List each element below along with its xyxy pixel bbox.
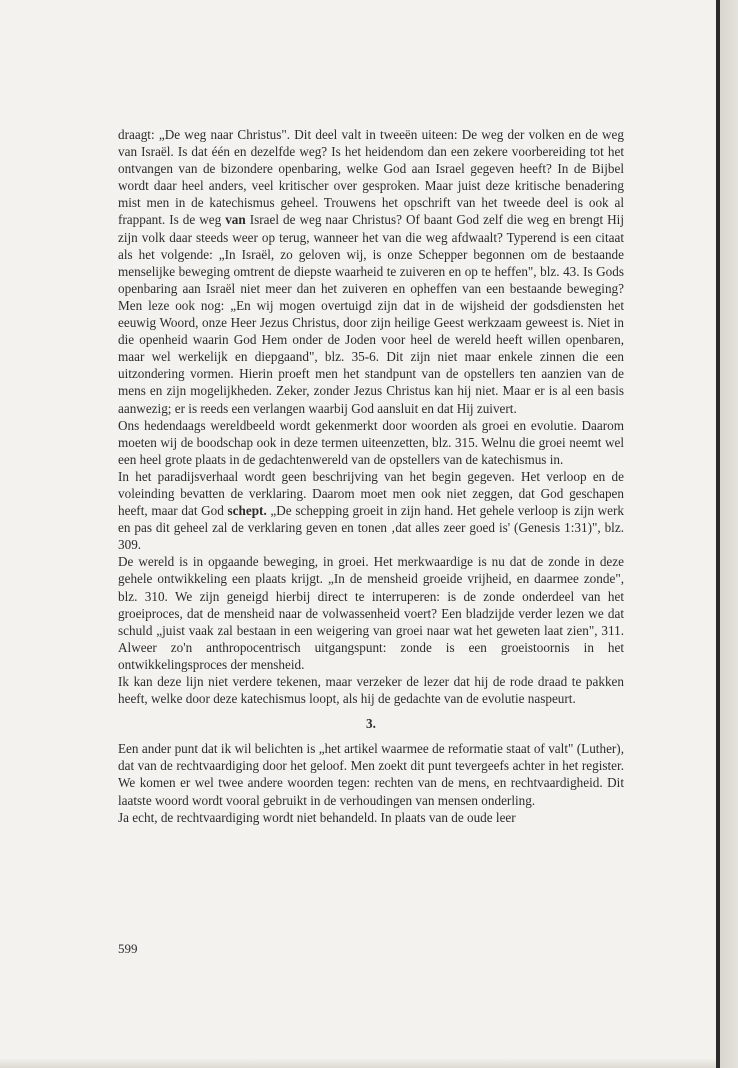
page-bottom-edge [0, 1058, 716, 1068]
paragraph: Ik kan deze lijn niet verdere tekenen, maar verzeker de lezer dat hij de rode draad te pakken heeft, welke door deze katechismus loopt, als hij de gedachte van de evolutie naspeurt. [118, 674, 624, 707]
paragraph-text: In het paradijsverhaal wordt geen beschrijving van het begin gegeven. Het verloop en de voleinding bevatten de verklaring. Daarom moet men ook niet zeggen, dat God geschapen heeft, maar dat God [118, 468, 624, 519]
paragraph [118, 468, 624, 553]
paragraph: Een ander punt dat ik wil belichten is „het artikel waarmee de reformatie staat of valt" (Luther), dat van de rechtvaardiging door het geloof. Men zoekt dit punt tevergeefs achter in het register. We komen er wel twee andere woorden tegen: rechten van de mens, en rechtvaardigheid. Dit laatste woord wordt vooral gebruikt in de verhoudingen van mensen onderling. [118, 741, 624, 808]
emphasis-text: van [225, 212, 246, 228]
emphasis-text: schept. [227, 503, 267, 519]
page-number: 599 [118, 941, 138, 956]
paragraph: De wereld is in opgaande beweging, in groei. Het merkwaardige is nu dat de zonde in deze gehele ontwikkeling een plaats krijgt. „In de mensheid groeide vrijheid, en daarmee zonde", blz. 310. We zijn geneigd hierbij direct te interruperen: is de zonde onderdeel van het groeiproces, dat de mensheid naar de volwassenheid voert? Een bladzijde verder lezen we dat schuld „juist vaak zal bestaan in een weigering van groei naar wat het geweten laat zien", 311. Alweer zo'n anthropocentrisch uitgangspunt: zonde is een groeistoornis in het ontwikkelingsproces der mensheid. [118, 554, 624, 672]
paragraph-text: „De schepping groeit in zijn hand. Het gehele verloop is zijn werk en pas dit geheel zal de verklaring geven en tonen ‚dat alles zeer goed is' (Genesis 1:31)", blz. 309. [118, 503, 624, 553]
paragraph [118, 126, 624, 417]
paragraph-text: draagt: „De weg naar Christus". Dit deel valt in tweeën uiteen: De weg der volken en de weg van Israël. Is dat één en dezelfde weg? Is het heidendom dan een zekere voorbereiding tot het ontvangen van de bizondere openbaring, welke God aan Israel gegeven heeft? In de Bijbel wordt daar heel anders, veel kritischer over gesproken. Maar juist deze kritische benadering mist men in de katechismus geheel. Trouwens het opschrift van het tweede deel is ook al frappant. Is de weg [118, 127, 624, 228]
page-binding-edge [716, 0, 738, 1068]
paragraph: Ja echt, de rechtvaardiging wordt niet behandeld. In plaats van de oude leer [118, 809, 516, 825]
paragraph: Ons hedendaags wereldbeeld wordt gekenmerkt door woorden als groei en evolutie. Daarom moeten wij de boodschap ook in deze termen uiteenzetten, blz. 315. Welnu die groei neemt wel een heel grote plaats in de gedachtenwereld van de opstellers van de katechismus in. [118, 417, 624, 467]
section-heading: 3. [366, 716, 376, 732]
body-text [118, 126, 624, 826]
paragraph-text: Israel de weg naar Christus? Of baant God zelf die weg en brengt Hij zijn volk daar steeds weer op terug, wanneer het van die weg afdwaalt? Typerend is een citaat als het volgende: „In Israël, zo geloven wij, is onze Schepper begonnen om de bestaande menselijke beweging omtrent de diepste waarheid te zuiveren en op te heffen", blz. 43. Is Gods openbaring aan Israël niet meer dan het zuiveren en opheffen van een bestaande beweging? Men leze ook nog: „En wij mogen overtuigd zijn dat in de wijsheid der godsdiensten het eeuwig Woord, onze Heer Jezus Christus, door zijn heilige Geest werkzaam geweest is. Niet in die openheid waarin God Hem onder de Joden voor heel de wereld heeft willen openbaren, maar wel werkelijk en diepgaand", blz. 35-6. Dit zijn niet maar enkele zinnen die een uitzondering vormen. Hierin proeft men het standpunt van de opstellers ten aanzien van de mens en zijn mogelijkheden. Zeker, zonder Jezus Christus kan hij niet. Maar er is al een basis aanwezig; er is reeds een verlangen waarbij God aansluit en dat Hij zuivert. [118, 212, 624, 416]
